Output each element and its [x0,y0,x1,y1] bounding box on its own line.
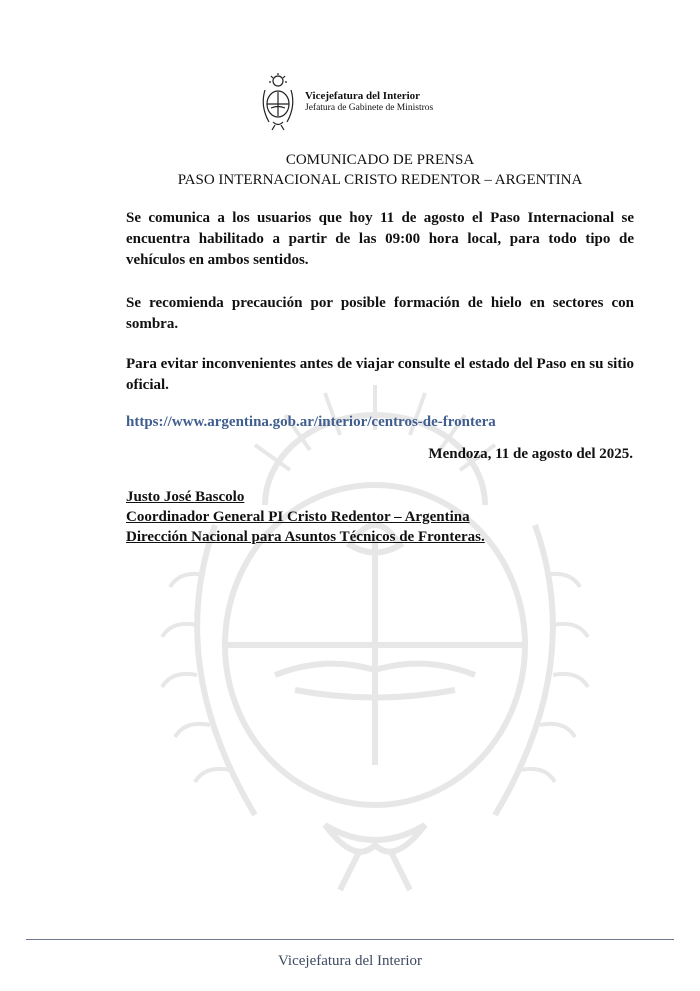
letterhead-subtitle: Jefatura de Gabinete de Ministros [305,102,434,113]
heading-line-2: PASO INTERNACIONAL CRISTO REDENTOR – ARGENTINA [177,172,583,188]
official-site-link[interactable]: https://www.argentina.gob.ar/interior/centros-de-frontera [126,414,496,430]
signatory-name: Justo José Bascolo [126,489,245,505]
signatory-role: Coordinador General PI Cristo Redentor – Argentina [126,509,470,525]
footer-text: Vicejefatura del Interior [277,953,423,969]
heading-line-1: COMUNICADO DE PRENSA [285,152,475,168]
footer-divider [26,939,674,940]
press-release-heading [0,150,700,190]
signatory-office: Dirección Nacional para Asuntos Técnicos de Fronteras. [126,529,485,545]
letterhead-title: Vicejefatura del Interior [305,90,421,103]
paragraph-1: Se comunica a los usuarios que hoy 11 de agosto el Paso Internacional se encuentra habilitado a partir de las 09:00 hora local, para todo tipo de vehículos en ambos sentidos. [126,210,634,268]
place-date: Mendoza, 11 de agosto del 2025. [428,446,633,462]
paragraph-3: Para evitar inconvenientes antes de viajar consulte el estado del Paso en su sitio oficial. [126,356,634,393]
letterhead [259,72,433,132]
paragraph-2: Se recomienda precaución por posible formación de hielo en sectores con sombra. [126,295,634,332]
signature-block [126,487,485,547]
coat-of-arms-icon [259,72,297,132]
